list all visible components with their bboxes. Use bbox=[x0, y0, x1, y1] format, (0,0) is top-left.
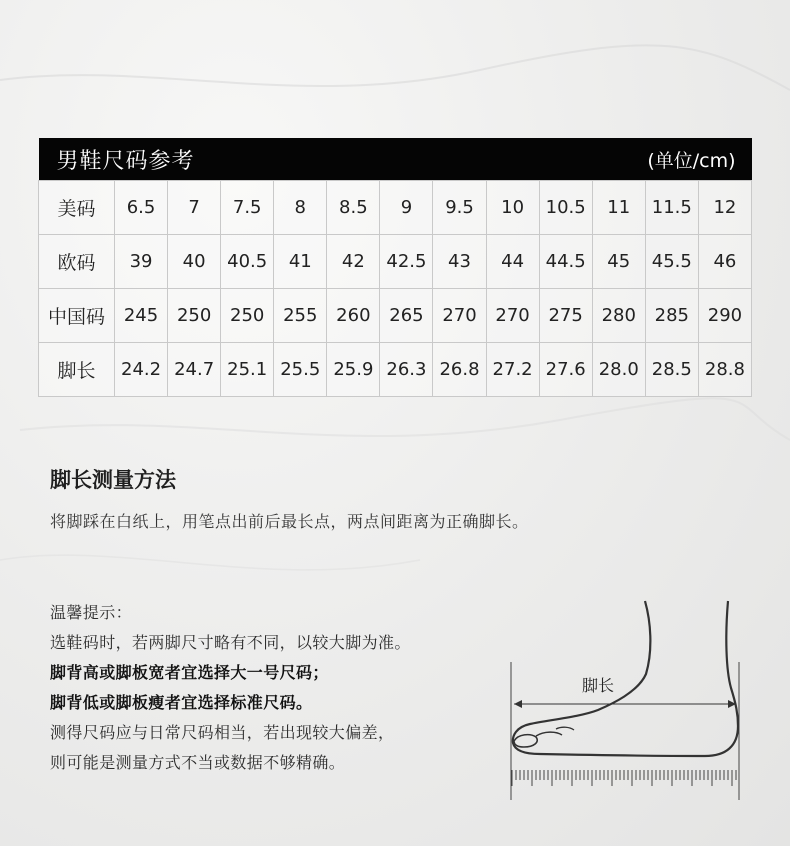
table-cell: 27.6 bbox=[539, 343, 592, 397]
table-cell: 6.5 bbox=[115, 181, 168, 235]
size-chart-table bbox=[38, 138, 752, 397]
table-cell: 41 bbox=[274, 235, 327, 289]
measure-title: 脚长测量方法 bbox=[50, 468, 176, 492]
big-toe bbox=[514, 735, 537, 747]
table-cell: 24.2 bbox=[115, 343, 168, 397]
table-cell: 275 bbox=[539, 289, 592, 343]
table-cell: 40.5 bbox=[221, 235, 274, 289]
size-chart-header bbox=[39, 138, 752, 181]
toe-line bbox=[556, 727, 574, 730]
table-cell: 9.5 bbox=[433, 181, 486, 235]
table-cell: 44 bbox=[486, 235, 539, 289]
table-cell: 7 bbox=[168, 181, 221, 235]
table-cell: 245 bbox=[115, 289, 168, 343]
table-cell: 10 bbox=[486, 181, 539, 235]
size-chart-unit: (单位/cm) bbox=[647, 149, 736, 172]
table-row bbox=[39, 343, 752, 397]
table-cell: 27.2 bbox=[486, 343, 539, 397]
table-cell: 39 bbox=[115, 235, 168, 289]
tip-line-bold: 脚背低或脚板瘦者宜选择标准尺码。 bbox=[50, 693, 313, 712]
table-cell: 43 bbox=[433, 235, 486, 289]
table-cell: 26.3 bbox=[380, 343, 433, 397]
ruler-scale bbox=[512, 770, 736, 786]
foot-length-label: 脚长 bbox=[582, 676, 615, 695]
table-cell: 280 bbox=[592, 289, 645, 343]
table-cell: 270 bbox=[486, 289, 539, 343]
table-cell: 45.5 bbox=[645, 235, 698, 289]
tip-line: 选鞋码时，若两脚尺寸略有不同，以较大脚为准。 bbox=[50, 633, 411, 652]
measure-description: 将脚踩在白纸上，用笔点出前后最长点，两点间距离为正确脚长。 bbox=[50, 512, 529, 531]
toe-line bbox=[536, 732, 562, 736]
table-cell: 255 bbox=[274, 289, 327, 343]
table-cell: 24.7 bbox=[168, 343, 221, 397]
table-cell: 12 bbox=[698, 181, 751, 235]
table-cell: 42 bbox=[327, 235, 380, 289]
table-cell: 11 bbox=[592, 181, 645, 235]
arrow-head-left bbox=[514, 700, 522, 708]
table-row bbox=[39, 181, 752, 235]
table-cell: 260 bbox=[327, 289, 380, 343]
table-cell: 8 bbox=[274, 181, 327, 235]
table-cell: 46 bbox=[698, 235, 751, 289]
tips-block bbox=[50, 598, 411, 778]
table-cell: 42.5 bbox=[380, 235, 433, 289]
table-row bbox=[39, 289, 752, 343]
table-cell: 285 bbox=[645, 289, 698, 343]
foot-measurement-icon bbox=[500, 596, 750, 806]
table-cell: 28.5 bbox=[645, 343, 698, 397]
table-cell: 10.5 bbox=[539, 181, 592, 235]
table-cell: 28.8 bbox=[698, 343, 751, 397]
table-cell: 7.5 bbox=[221, 181, 274, 235]
row-label-us: 美码 bbox=[39, 181, 115, 235]
table-cell: 250 bbox=[168, 289, 221, 343]
table-cell: 44.5 bbox=[539, 235, 592, 289]
tips-heading: 温馨提示： bbox=[50, 603, 133, 622]
table-cell: 265 bbox=[380, 289, 433, 343]
row-label-cn: 中国码 bbox=[39, 289, 115, 343]
table-cell: 45 bbox=[592, 235, 645, 289]
tip-line: 测得尺码应与日常尺码相当，若出现较大偏差， bbox=[50, 723, 395, 742]
table-cell: 25.5 bbox=[274, 343, 327, 397]
table-cell: 25.9 bbox=[327, 343, 380, 397]
row-label-foot-length: 脚长 bbox=[39, 343, 115, 397]
table-cell: 8.5 bbox=[327, 181, 380, 235]
tip-line: 则可能是测量方式不当或数据不够精确。 bbox=[50, 753, 346, 772]
table-cell: 26.8 bbox=[433, 343, 486, 397]
size-chart-title: 男鞋尺码参考 bbox=[56, 148, 195, 174]
table-cell: 40 bbox=[168, 235, 221, 289]
table-cell: 250 bbox=[221, 289, 274, 343]
table-cell: 9 bbox=[380, 181, 433, 235]
row-label-eu: 欧码 bbox=[39, 235, 115, 289]
table-cell: 11.5 bbox=[645, 181, 698, 235]
table-cell: 28.0 bbox=[592, 343, 645, 397]
tip-line-bold: 脚背高或脚板宽者宜选择大一号尺码； bbox=[50, 663, 329, 682]
table-cell: 270 bbox=[433, 289, 486, 343]
table-cell: 25.1 bbox=[221, 343, 274, 397]
table-cell: 290 bbox=[698, 289, 751, 343]
table-row bbox=[39, 235, 752, 289]
